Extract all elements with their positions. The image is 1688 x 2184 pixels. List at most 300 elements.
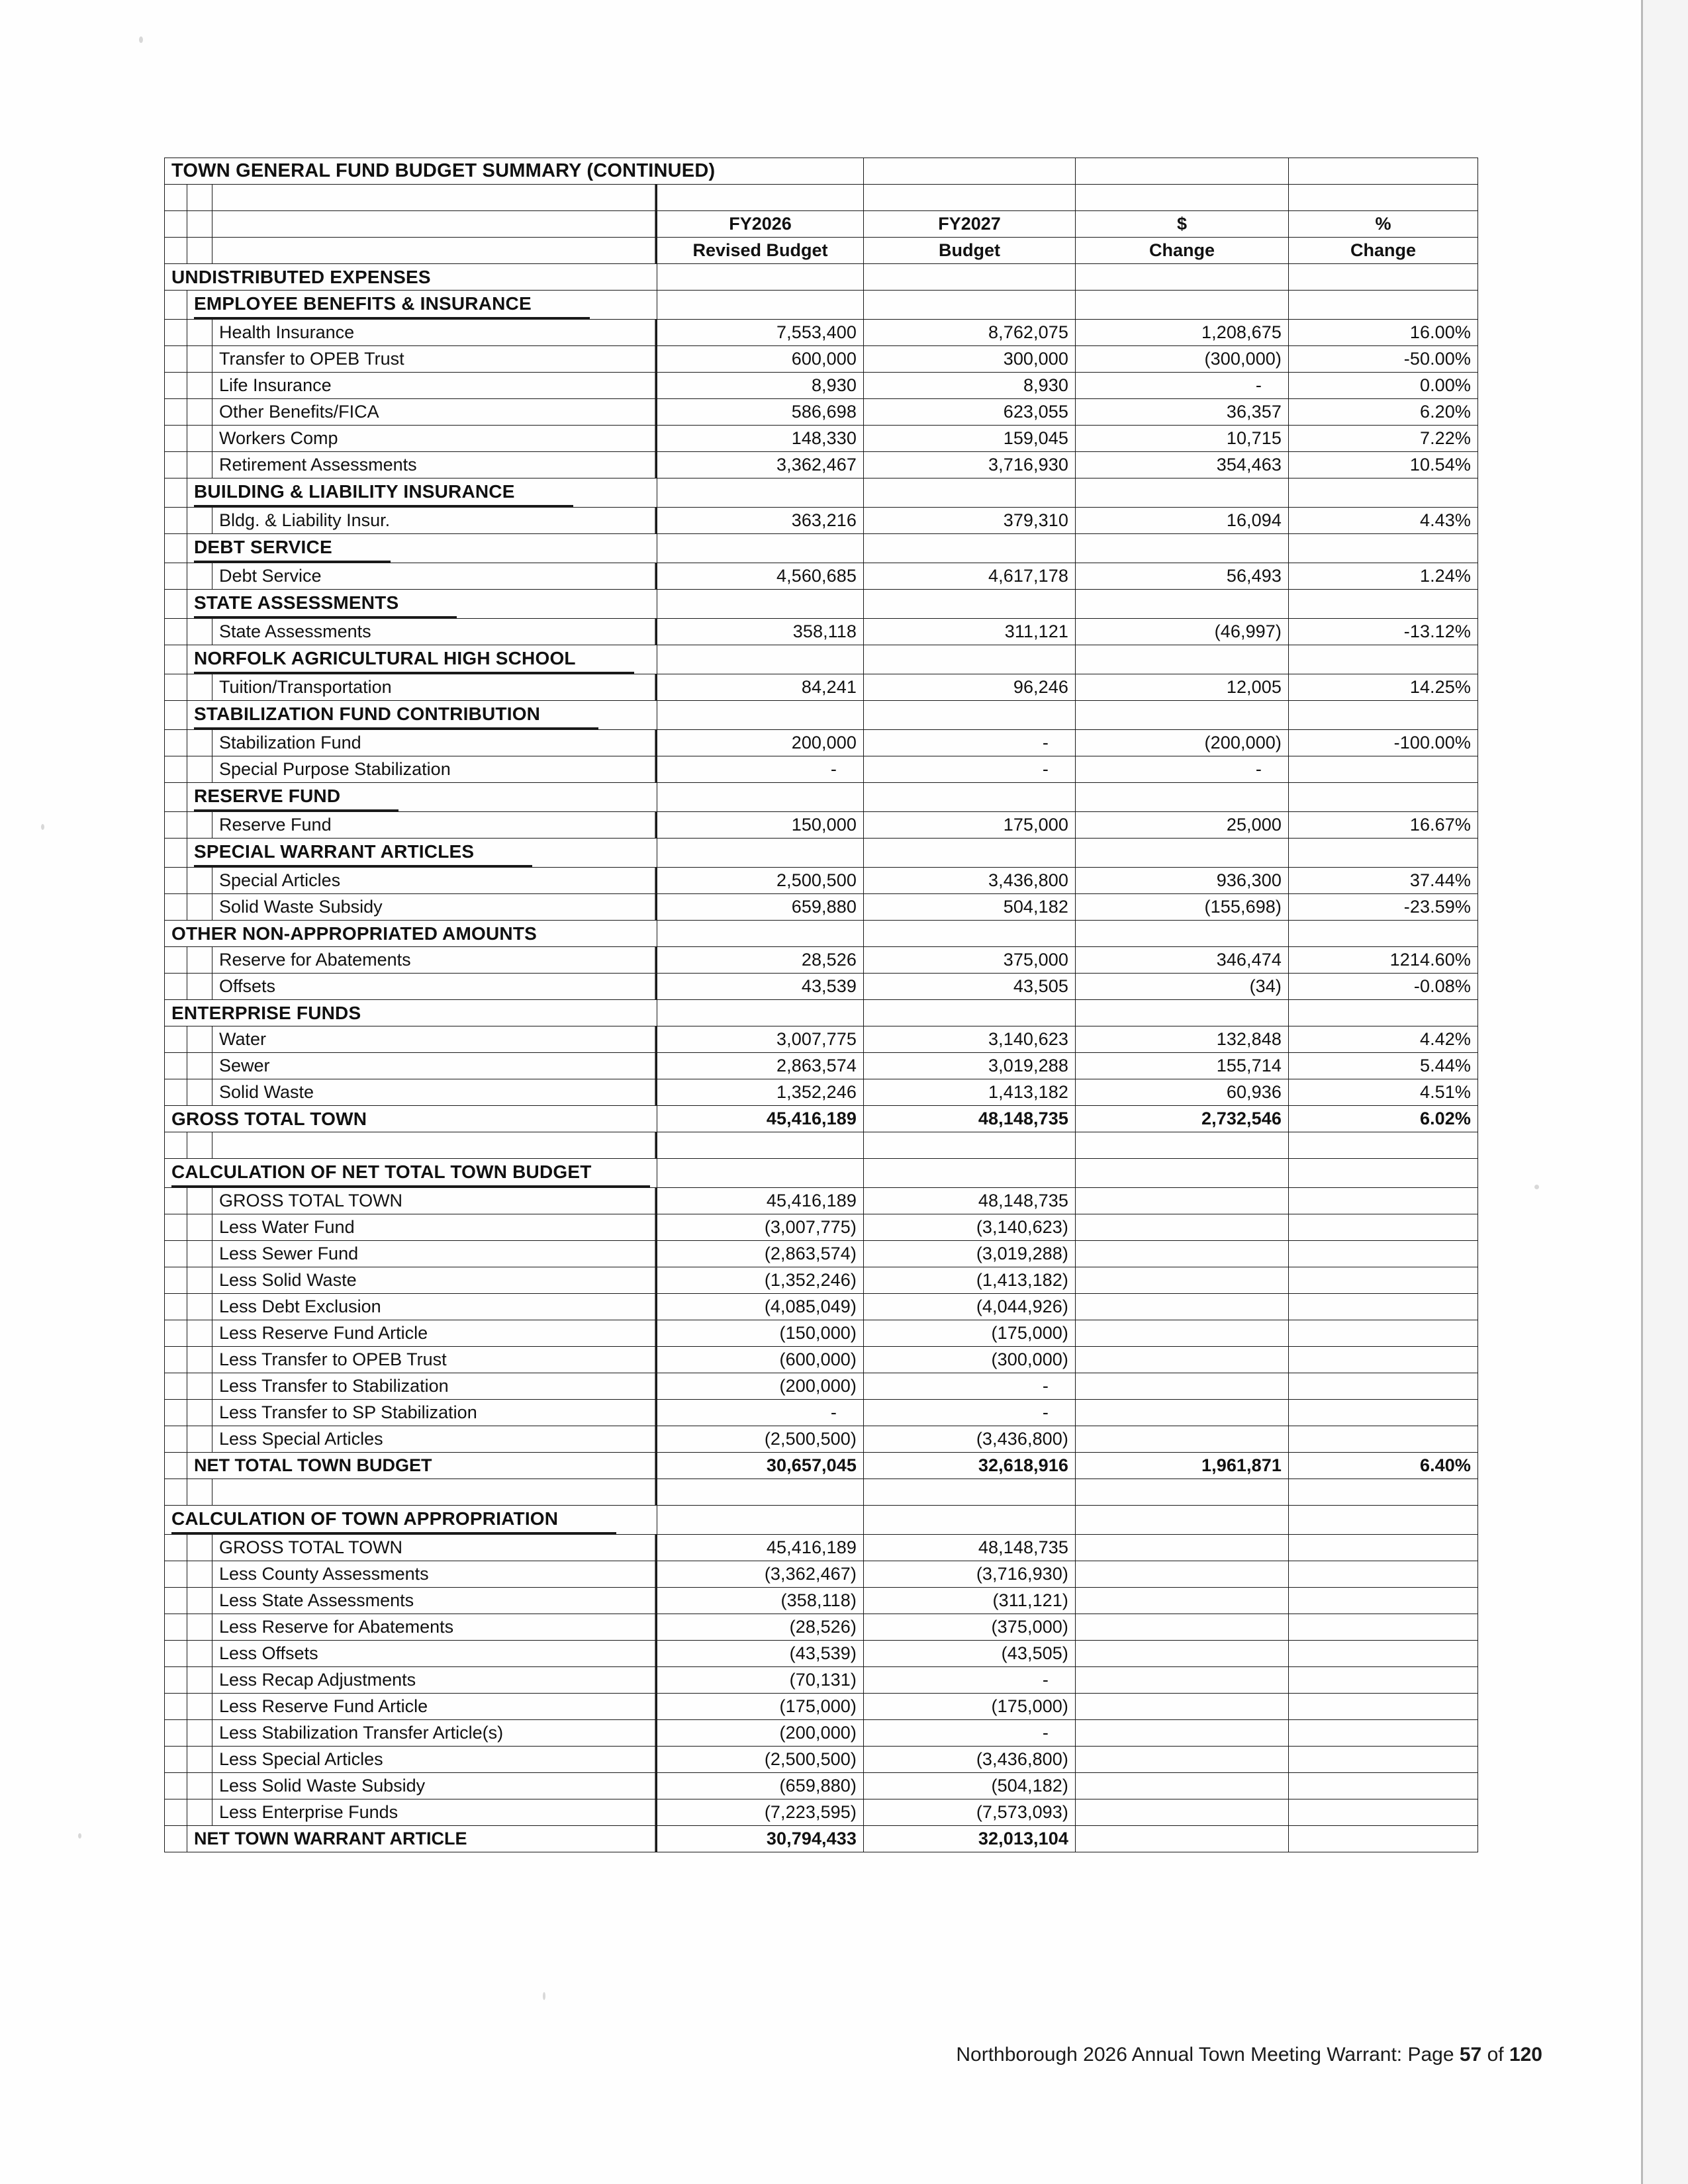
indent-cell-a [165, 1667, 187, 1694]
value-fy2027: 375,000 [864, 947, 1076, 974]
blank-cell [657, 1506, 864, 1535]
indent-cell-a [165, 974, 187, 1000]
value-dollar-change [1076, 1641, 1289, 1667]
value-dollar-change: (34) [1076, 974, 1289, 1000]
row-label: Special Articles [212, 868, 657, 894]
value-percent-change [1289, 1588, 1478, 1614]
value-dollar-change: 56,493 [1076, 563, 1289, 590]
table-row [165, 756, 1478, 783]
blank-cell [864, 185, 1076, 211]
table-row [165, 1400, 1478, 1426]
blank-cell [1289, 1159, 1478, 1188]
indent-cell-a [165, 894, 187, 921]
indent-cell-b [187, 1479, 212, 1506]
indent-cell-b [187, 1320, 212, 1347]
blank-cell [864, 839, 1076, 868]
indent-cell-b [187, 1773, 212, 1799]
value-fy2027: 379,310 [864, 508, 1076, 534]
row-label: Special Purpose Stabilization [212, 756, 657, 783]
value-fy2026: (358,118) [657, 1588, 864, 1614]
value-dollar-change [1076, 1373, 1289, 1400]
blank-cell [657, 1132, 864, 1159]
value-fy2026: (3,007,775) [657, 1214, 864, 1241]
blank-cell [212, 211, 657, 238]
table-row [165, 674, 1478, 701]
indent-cell-b [187, 1132, 212, 1159]
value-fy2027: - [864, 730, 1076, 756]
section-header-label: ENTERPRISE FUNDS [165, 1000, 657, 1026]
value-dollar-change [1076, 1747, 1289, 1773]
total-value-fy2026: 45,416,189 [657, 1106, 864, 1132]
budget-table-body [165, 158, 1478, 1852]
indent-cell-b [187, 674, 212, 701]
indent-cell-b [187, 320, 212, 346]
value-dollar-change [1076, 1561, 1289, 1588]
row-label: Reserve Fund [212, 812, 657, 839]
indent-cell-b [187, 1561, 212, 1588]
row-label: Less State Assessments [212, 1588, 657, 1614]
value-dollar-change: 354,463 [1076, 452, 1289, 478]
value-dollar-change: 25,000 [1076, 812, 1289, 839]
blank-cell [1076, 1479, 1289, 1506]
value-percent-change [1289, 1773, 1478, 1799]
column-subheader-dollar: Change [1076, 238, 1289, 264]
value-dollar-change: (200,000) [1076, 730, 1289, 756]
table-row-column-headers-sub [165, 238, 1478, 264]
blank-cell [212, 238, 657, 264]
blank-cell [1289, 783, 1478, 812]
table-row [165, 563, 1478, 590]
blank-cell [212, 1479, 657, 1506]
indent-cell-b [187, 1799, 212, 1826]
value-dollar-change [1076, 1188, 1289, 1214]
blank-cell [1289, 291, 1478, 320]
row-label: Less Special Articles [212, 1747, 657, 1773]
row-label: Stabilization Fund [212, 730, 657, 756]
row-label: Less Solid Waste Subsidy [212, 1773, 657, 1799]
value-percent-change: 1214.60% [1289, 947, 1478, 974]
indent-cell-b [187, 211, 212, 238]
row-label: Less Transfer to Stabilization [212, 1373, 657, 1400]
total-value-fy2026: 30,794,433 [657, 1826, 864, 1852]
row-label: Health Insurance [212, 320, 657, 346]
value-fy2027: (175,000) [864, 1320, 1076, 1347]
row-label: Less Enterprise Funds [212, 1799, 657, 1826]
table-row-spacer [165, 1132, 1478, 1159]
row-label: Offsets [212, 974, 657, 1000]
indent-cell-a [165, 674, 187, 701]
scan-speck [543, 1992, 545, 2000]
value-fy2027: - [864, 756, 1076, 783]
value-percent-change: 4.42% [1289, 1026, 1478, 1053]
value-percent-change [1289, 1694, 1478, 1720]
value-percent-change: 5.44% [1289, 1053, 1478, 1079]
subsection-header-label: EMPLOYEE BENEFITS & INSURANCE [187, 291, 657, 320]
blank-cell [1076, 701, 1289, 730]
blank-cell [657, 185, 864, 211]
value-fy2026: (2,863,574) [657, 1241, 864, 1267]
value-fy2026: 43,539 [657, 974, 864, 1000]
blank-cell [1076, 185, 1289, 211]
table-row [165, 1053, 1478, 1079]
value-fy2026: 659,880 [657, 894, 864, 921]
total-value-fy2027: 48,148,735 [864, 1106, 1076, 1132]
value-fy2027: (375,000) [864, 1614, 1076, 1641]
scan-speck [41, 824, 44, 830]
value-fy2027: (3,716,930) [864, 1561, 1076, 1588]
table-row [165, 894, 1478, 921]
total-value-fy2027: 32,013,104 [864, 1826, 1076, 1852]
row-label: Sewer [212, 1053, 657, 1079]
table-row [165, 346, 1478, 373]
value-fy2026: (70,131) [657, 1667, 864, 1694]
indent-cell-a [165, 1426, 187, 1453]
table-row-section-header [165, 264, 1478, 291]
value-fy2026: 2,500,500 [657, 868, 864, 894]
blank-cell [1289, 645, 1478, 674]
value-percent-change [1289, 1667, 1478, 1694]
value-fy2027: (3,140,623) [864, 1214, 1076, 1241]
table-row [165, 1267, 1478, 1294]
indent-cell-b [187, 1267, 212, 1294]
value-fy2027: - [864, 1720, 1076, 1747]
table-row [165, 947, 1478, 974]
indent-cell-a [165, 1588, 187, 1614]
table-row [165, 1026, 1478, 1053]
calculation-header-label: CALCULATION OF TOWN APPROPRIATION [165, 1506, 657, 1535]
value-fy2027: (43,505) [864, 1641, 1076, 1667]
value-fy2026: 1,352,246 [657, 1079, 864, 1106]
indent-cell-a [165, 868, 187, 894]
value-fy2026: 4,560,685 [657, 563, 864, 590]
blank-cell [1289, 1506, 1478, 1535]
blank-cell [657, 1000, 864, 1026]
footer-total-pages: 120 [1509, 2044, 1542, 2066]
indent-cell-b [187, 185, 212, 211]
blank-cell [1076, 478, 1289, 508]
indent-cell-a [165, 1320, 187, 1347]
value-fy2027: 300,000 [864, 346, 1076, 373]
value-fy2027: 3,716,930 [864, 452, 1076, 478]
value-percent-change [1289, 1267, 1478, 1294]
value-dollar-change: 1,208,675 [1076, 320, 1289, 346]
indent-cell-a [165, 1614, 187, 1641]
table-row-spacer [165, 185, 1478, 211]
value-fy2026: (200,000) [657, 1373, 864, 1400]
table-row [165, 1773, 1478, 1799]
blank-cell [657, 478, 864, 508]
value-fy2027: (3,436,800) [864, 1426, 1076, 1453]
blank-cell [657, 645, 864, 674]
indent-cell-a [165, 756, 187, 783]
table-row-section-header [165, 921, 1478, 947]
indent-cell-b [187, 1426, 212, 1453]
row-label: Bldg. & Liability Insur. [212, 508, 657, 534]
footer-page-number: 57 [1459, 2044, 1482, 2066]
blank-cell [864, 590, 1076, 619]
value-fy2026: (150,000) [657, 1320, 864, 1347]
indent-cell-a [165, 563, 187, 590]
indent-cell-a [165, 1826, 187, 1852]
blank-cell [657, 701, 864, 730]
value-dollar-change [1076, 1720, 1289, 1747]
footer-of: of [1481, 2044, 1509, 2066]
value-fy2026: (175,000) [657, 1694, 864, 1720]
row-label: Less County Assessments [212, 1561, 657, 1588]
value-fy2026: (43,539) [657, 1641, 864, 1667]
value-percent-change: -13.12% [1289, 619, 1478, 645]
row-label: Less Transfer to OPEB Trust [212, 1347, 657, 1373]
indent-cell-a [165, 947, 187, 974]
value-percent-change: -23.59% [1289, 894, 1478, 921]
subsection-header-label: STABILIZATION FUND CONTRIBUTION [187, 701, 657, 730]
value-percent-change: -0.08% [1289, 974, 1478, 1000]
indent-cell-b [187, 399, 212, 426]
table-row [165, 1747, 1478, 1773]
value-percent-change [1289, 1294, 1478, 1320]
table-row [165, 1188, 1478, 1214]
blank-cell [1289, 701, 1478, 730]
indent-cell-a [165, 1799, 187, 1826]
blank-cell [1289, 264, 1478, 291]
blank-cell [1076, 645, 1289, 674]
indent-cell-a [165, 1026, 187, 1053]
indent-cell-a [165, 590, 187, 619]
blank-cell [1076, 839, 1289, 868]
indent-cell-b [187, 1641, 212, 1667]
value-fy2027: 3,019,288 [864, 1053, 1076, 1079]
indent-cell-a [165, 1347, 187, 1373]
blank-cell [1289, 185, 1478, 211]
indent-cell-b [187, 1588, 212, 1614]
blank-cell [1289, 1000, 1478, 1026]
value-fy2026: (3,362,467) [657, 1561, 864, 1588]
indent-cell-a [165, 1400, 187, 1426]
indent-cell-b [187, 619, 212, 645]
value-percent-change: 4.43% [1289, 508, 1478, 534]
indent-cell-b [187, 1026, 212, 1053]
blank-cell [1076, 534, 1289, 563]
blank-cell [657, 534, 864, 563]
table-row [165, 452, 1478, 478]
table-row [165, 619, 1478, 645]
indent-cell-b [187, 812, 212, 839]
value-percent-change [1289, 1373, 1478, 1400]
value-dollar-change [1076, 1535, 1289, 1561]
indent-cell-a [165, 1773, 187, 1799]
value-dollar-change: 16,094 [1076, 508, 1289, 534]
total-row-label: NET TOTAL TOWN BUDGET [187, 1453, 657, 1479]
calculation-header-label: CALCULATION OF NET TOTAL TOWN BUDGET [165, 1159, 657, 1188]
value-fy2027: (3,436,800) [864, 1747, 1076, 1773]
indent-cell-a [165, 452, 187, 478]
value-percent-change [1289, 1400, 1478, 1426]
value-fy2026: (200,000) [657, 1720, 864, 1747]
blank-cell [864, 1506, 1076, 1535]
section-header-label: OTHER NON-APPROPRIATED AMOUNTS [165, 921, 657, 947]
table-row [165, 373, 1478, 399]
subsection-header-label: BUILDING & LIABILITY INSURANCE [187, 478, 657, 508]
blank-cell [657, 839, 864, 868]
value-dollar-change [1076, 1347, 1289, 1373]
indent-cell-a [165, 291, 187, 320]
value-percent-change [1289, 1188, 1478, 1214]
indent-cell-b [187, 1694, 212, 1720]
blank-cell [1076, 921, 1289, 947]
row-label: Less Recap Adjustments [212, 1667, 657, 1694]
value-percent-change [1289, 1561, 1478, 1588]
value-fy2026: (7,223,595) [657, 1799, 864, 1826]
value-fy2027: (504,182) [864, 1773, 1076, 1799]
row-label: Less Offsets [212, 1641, 657, 1667]
value-dollar-change: (46,997) [1076, 619, 1289, 645]
value-fy2026: (4,085,049) [657, 1294, 864, 1320]
indent-cell-b [187, 1614, 212, 1641]
total-row-label: NET TOWN WARRANT ARTICLE [187, 1826, 657, 1852]
value-dollar-change [1076, 1214, 1289, 1241]
value-dollar-change: 36,357 [1076, 399, 1289, 426]
total-value-fy2027: 32,618,916 [864, 1453, 1076, 1479]
blank-cell [1076, 1159, 1289, 1188]
budget-table-container [164, 158, 1477, 1852]
indent-cell-b [187, 1667, 212, 1694]
indent-cell-a [165, 619, 187, 645]
indent-cell-b [187, 1188, 212, 1214]
row-label: Less Transfer to SP Stabilization [212, 1400, 657, 1426]
blank-cell [864, 921, 1076, 947]
value-fy2027: 159,045 [864, 426, 1076, 452]
value-fy2026: (2,500,500) [657, 1426, 864, 1453]
value-percent-change: 0.00% [1289, 373, 1478, 399]
row-label: Less Water Fund [212, 1214, 657, 1241]
value-fy2027: 3,140,623 [864, 1026, 1076, 1053]
table-row [165, 1214, 1478, 1241]
value-fy2026: 600,000 [657, 346, 864, 373]
scan-speck [1534, 1185, 1539, 1189]
value-percent-change: -50.00% [1289, 346, 1478, 373]
row-label: Less Reserve Fund Article [212, 1320, 657, 1347]
total-value-dollar-change: 2,732,546 [1076, 1106, 1289, 1132]
total-value-fy2026: 30,657,045 [657, 1453, 864, 1479]
table-row [165, 1347, 1478, 1373]
table-row-subsection-header [165, 783, 1478, 812]
indent-cell-b [187, 1079, 212, 1106]
value-fy2026: 8,930 [657, 373, 864, 399]
value-percent-change: -100.00% [1289, 730, 1478, 756]
value-fy2027: (1,413,182) [864, 1267, 1076, 1294]
indent-cell-a [165, 1720, 187, 1747]
blank-cell [1076, 1132, 1289, 1159]
row-label: Workers Comp [212, 426, 657, 452]
value-fy2027: 1,413,182 [864, 1079, 1076, 1106]
document-title: TOWN GENERAL FUND BUDGET SUMMARY (CONTINUED) [165, 158, 864, 185]
subsection-header-label: STATE ASSESSMENTS [187, 590, 657, 619]
value-fy2027: 96,246 [864, 674, 1076, 701]
indent-cell-a [165, 1747, 187, 1773]
value-fy2026: - [657, 756, 864, 783]
blank-cell [864, 1479, 1076, 1506]
indent-cell-b [187, 1747, 212, 1773]
blank-cell [657, 783, 864, 812]
scan-speck [78, 1833, 81, 1839]
blank-cell [657, 264, 864, 291]
table-row [165, 1426, 1478, 1453]
value-fy2026: 2,863,574 [657, 1053, 864, 1079]
indent-cell-b [187, 730, 212, 756]
value-dollar-change [1076, 1241, 1289, 1267]
row-label: Retirement Assessments [212, 452, 657, 478]
value-fy2027: 48,148,735 [864, 1188, 1076, 1214]
value-dollar-change: - [1076, 756, 1289, 783]
row-label: Solid Waste [212, 1079, 657, 1106]
budget-table [164, 158, 1478, 1852]
blank-cell [864, 291, 1076, 320]
table-row [165, 1373, 1478, 1400]
indent-cell-a [165, 478, 187, 508]
value-dollar-change [1076, 1614, 1289, 1641]
value-percent-change [1289, 1720, 1478, 1747]
table-row [165, 812, 1478, 839]
table-row [165, 1694, 1478, 1720]
value-percent-change [1289, 1347, 1478, 1373]
table-row [165, 1667, 1478, 1694]
row-label: Reserve for Abatements [212, 947, 657, 974]
value-dollar-change: 12,005 [1076, 674, 1289, 701]
indent-cell-a [165, 1188, 187, 1214]
table-row [165, 1294, 1478, 1320]
table-row [165, 508, 1478, 534]
value-dollar-change [1076, 1294, 1289, 1320]
indent-cell-a [165, 1294, 187, 1320]
subsection-header-label: SPECIAL WARRANT ARTICLES [187, 839, 657, 868]
page-footer [0, 2044, 1542, 2066]
blank-cell [212, 1132, 657, 1159]
indent-cell-a [165, 701, 187, 730]
blank-cell [1076, 158, 1289, 185]
total-value-dollar-change: 1,961,871 [1076, 1453, 1289, 1479]
value-percent-change: 16.67% [1289, 812, 1478, 839]
footer-text: Northborough 2026 Annual Town Meeting Warrant: Page [956, 2044, 1460, 2066]
table-row-spacer [165, 1479, 1478, 1506]
indent-cell-b [187, 426, 212, 452]
blank-cell [657, 291, 864, 320]
blank-cell [1289, 158, 1478, 185]
value-fy2026: 586,698 [657, 399, 864, 426]
value-dollar-change: 346,474 [1076, 947, 1289, 974]
value-fy2027: (311,121) [864, 1588, 1076, 1614]
value-dollar-change: 10,715 [1076, 426, 1289, 452]
blank-cell [1289, 478, 1478, 508]
indent-cell-a [165, 645, 187, 674]
scan-edge-line [1641, 0, 1643, 2184]
indent-cell-b [187, 894, 212, 921]
table-row-title [165, 158, 1478, 185]
table-row [165, 1079, 1478, 1106]
indent-cell-a [165, 1214, 187, 1241]
table-row-subsection-header [165, 534, 1478, 563]
indent-cell-a [165, 1053, 187, 1079]
value-fy2026: (659,880) [657, 1773, 864, 1799]
value-fy2026: - [657, 1400, 864, 1426]
indent-cell-a [165, 1479, 187, 1506]
indent-cell-a [165, 508, 187, 534]
table-row-subsection-header [165, 701, 1478, 730]
table-row-column-headers-top [165, 211, 1478, 238]
blank-cell [1289, 1479, 1478, 1506]
indent-cell-b [187, 1720, 212, 1747]
blank-cell [864, 264, 1076, 291]
indent-cell-a [165, 1694, 187, 1720]
